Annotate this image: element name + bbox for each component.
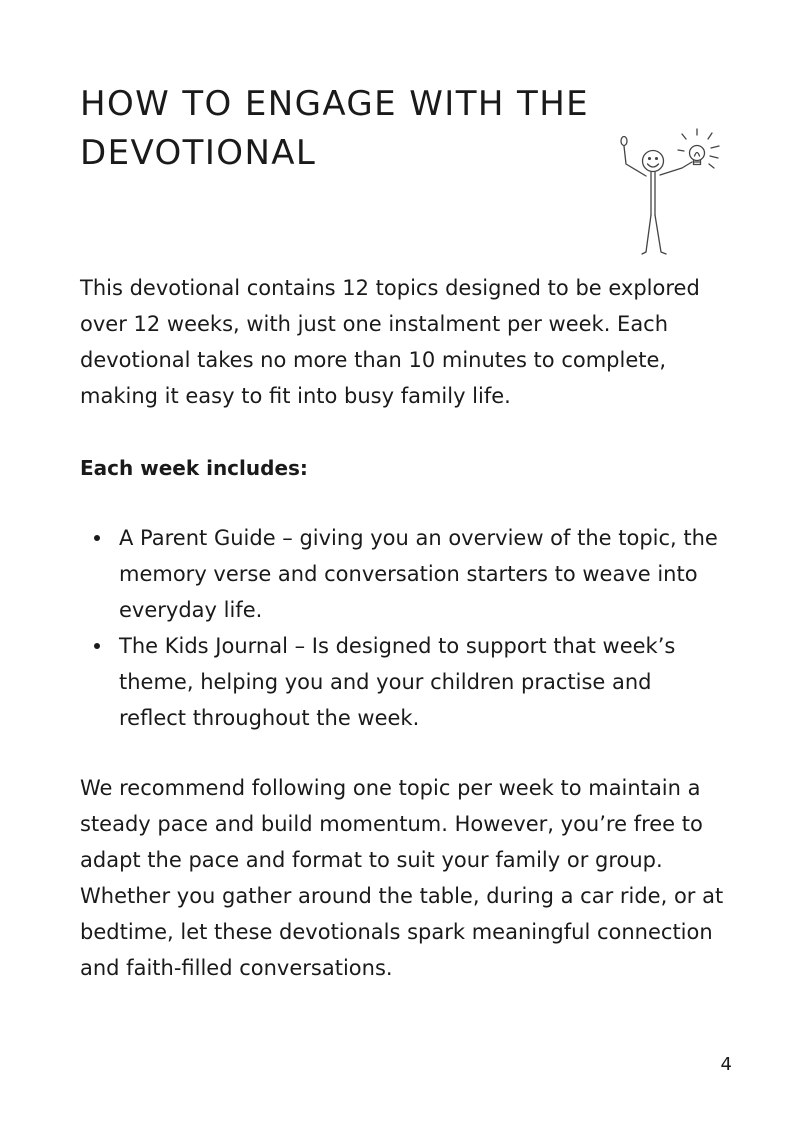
bullet-dot [94,535,100,541]
subheading: Each week includes: [80,456,308,480]
stick-figure-lightbulb-icon [612,120,728,260]
page-number: 4 [720,1054,732,1075]
bullet-list [80,520,720,736]
bullet-dot [94,643,100,649]
list-item [80,520,720,628]
list-item-text: The Kids Journal – Is designed to support that week’s theme, helping you and your children practise and reflect throughout the week. [119,634,676,730]
intro-paragraph: This devotional contains 12 topics designed to be explored over 12 weeks, with just one instalment per week. Each devotional takes no more than 10 minutes to complete, making it easy to fit into busy family life. [80,276,700,408]
closing-paragraph: We recommend following one topic per week to maintain a steady pace and build momentum. However, you’re free to adapt the pace and format to suit your family or group. Whether you gather around the table, during a car ride, or at bedtime, let these devotionals spark meaningful connection and faith-filled conversations. [80,776,724,980]
list-item-text: A Parent Guide – giving you an overview of the topic, the memory verse and conversation starters to weave into everyday life. [119,526,718,622]
list-item [80,628,720,736]
page-title: HOW TO ENGAGE WITH THE DEVOTIONAL [80,84,590,173]
